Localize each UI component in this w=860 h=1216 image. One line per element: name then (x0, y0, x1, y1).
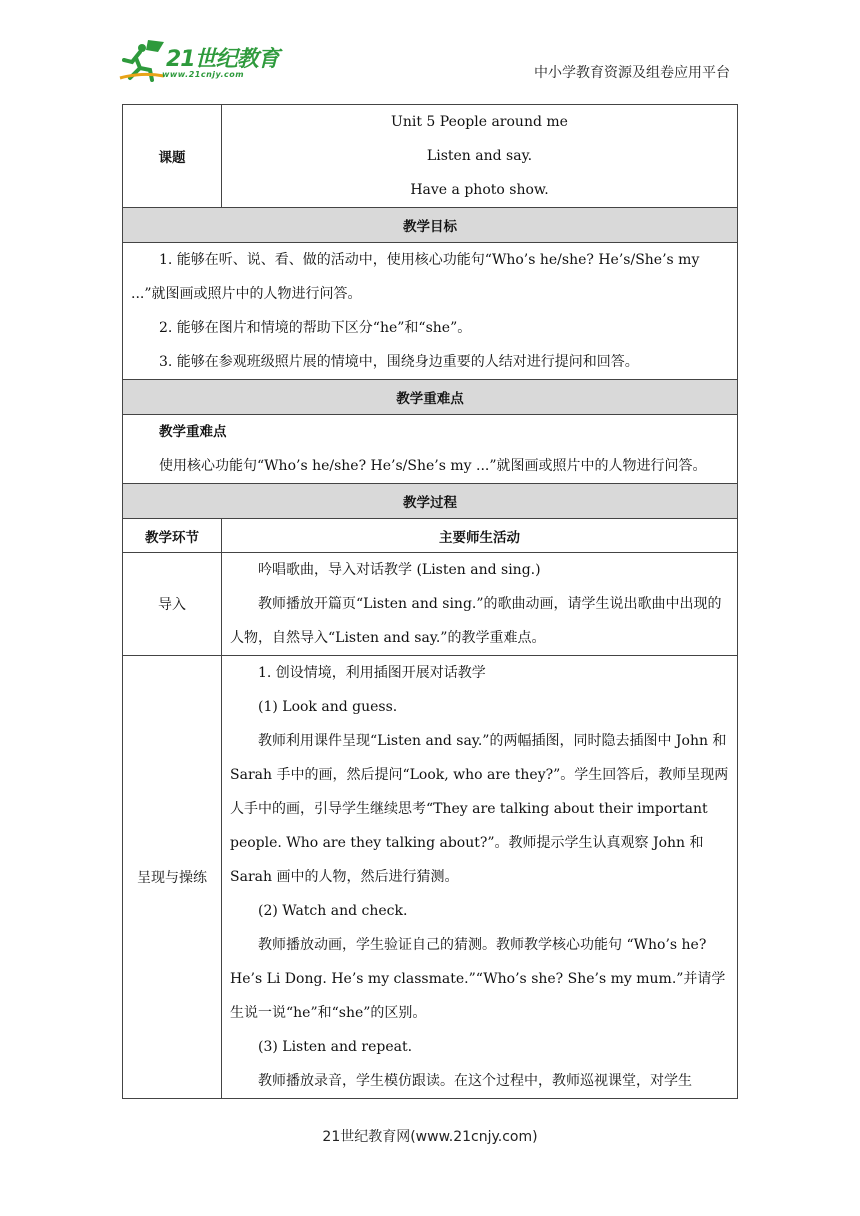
objectives-heading: 教学目标 (123, 208, 738, 243)
stage-column-header: 教学环节 (123, 519, 222, 553)
objectives-row (123, 243, 738, 380)
objectives-cell (123, 243, 738, 380)
lesson-plan-table (122, 104, 738, 1099)
keypoints-heading: 教学重难点 (123, 380, 738, 415)
activity-paragraph: 教师播放开篇页“Listen and sing.”的歌曲动画，请学生说出歌曲中出现的人物，自然导入“Listen and say.”的教学重难点。 (230, 596, 722, 646)
platform-title: 中小学教育资源及组卷应用平台 (534, 65, 730, 81)
brand-logo[interactable] (118, 38, 288, 84)
keypoints-row (123, 415, 738, 484)
stage-name: 呈现与操练 (123, 656, 222, 1099)
lesson-title-cell (222, 105, 738, 208)
lesson-title-line: Unit 5 People around me (391, 114, 568, 130)
runner-icon (118, 38, 166, 82)
process-row (123, 656, 738, 1099)
process-columns-row (123, 519, 738, 553)
objectives-heading-row (123, 208, 738, 243)
page-header (0, 0, 860, 100)
keypoints-heading-row (123, 380, 738, 415)
objective-item: 3. 能够在参观班级照片展的情境中，围绕身边重要的人结对进行提问和回答。 (159, 354, 639, 370)
activity-paragraph: 1. 创设情境，利用插图开展对话教学 (258, 665, 486, 681)
lesson-row (123, 105, 738, 208)
lesson-title-line: Have a photo show. (410, 182, 549, 198)
process-heading-row (123, 484, 738, 519)
process-row (123, 553, 738, 656)
stage-activities (222, 553, 738, 656)
keypoints-text: 使用核心功能句“Who’s he/she? He’s/She’s my ...”就图画或照片中的人物进行问答。 (159, 458, 707, 474)
activity-paragraph: 吟唱歌曲，导入对话教学 (Listen and sing.) (258, 562, 541, 578)
logo-text: 21世纪教育 (166, 47, 279, 72)
activity-paragraph: (3) Listen and repeat. (258, 1039, 413, 1055)
objective-item: 2. 能够在图片和情境的帮助下区分“he”和“she”。 (159, 320, 472, 336)
page-footer[interactable]: 21世纪教育网(www.21cnjy.com) (322, 1129, 538, 1145)
stage-activities (222, 656, 738, 1099)
activity-paragraph: (1) Look and guess. (258, 699, 398, 715)
process-heading: 教学过程 (123, 484, 738, 519)
activity-paragraph: 教师播放动画，学生验证自己的猜测。教师教学核心功能句 “Who’s he? He’s Li Dong. He’s my classmate.”“Who’s she? She’s my mum.”并请学生说一说“he”和“she”的区别。 (230, 937, 726, 1021)
objective-item: 1. 能够在听、说、看、做的活动中，使用核心功能句“Who’s he/she? He’s/She’s my ...”就图画或照片中的人物进行问答。 (131, 252, 700, 302)
keypoints-subheading: 教学重难点 (159, 424, 227, 440)
activity-column-header: 主要师生活动 (222, 519, 738, 553)
stage-name: 导入 (123, 553, 222, 656)
lesson-title-line: Listen and say. (426, 148, 533, 164)
activity-paragraph: 教师播放录音，学生模仿跟读。在这个过程中，教师巡视课堂，对学生 (258, 1073, 692, 1089)
activity-paragraph: (2) Watch and check. (258, 903, 408, 919)
lesson-label: 课题 (123, 105, 222, 208)
keypoints-cell (123, 415, 738, 484)
logo-url: www.21cnjy.com (162, 70, 245, 79)
activity-paragraph: 教师利用课件呈现“Listen and say.”的两幅插图，同时隐去插图中 John 和 Sarah 手中的画，然后提问“Look, who are they?”。学生回答后，教师呈现两人手中的画，引导学生继续思考“They are talking about their important people. Who are they talking about?”。教师提示学生认真观察 John 和 Sarah 画中的人物，然后进行猜测。 (230, 733, 729, 885)
